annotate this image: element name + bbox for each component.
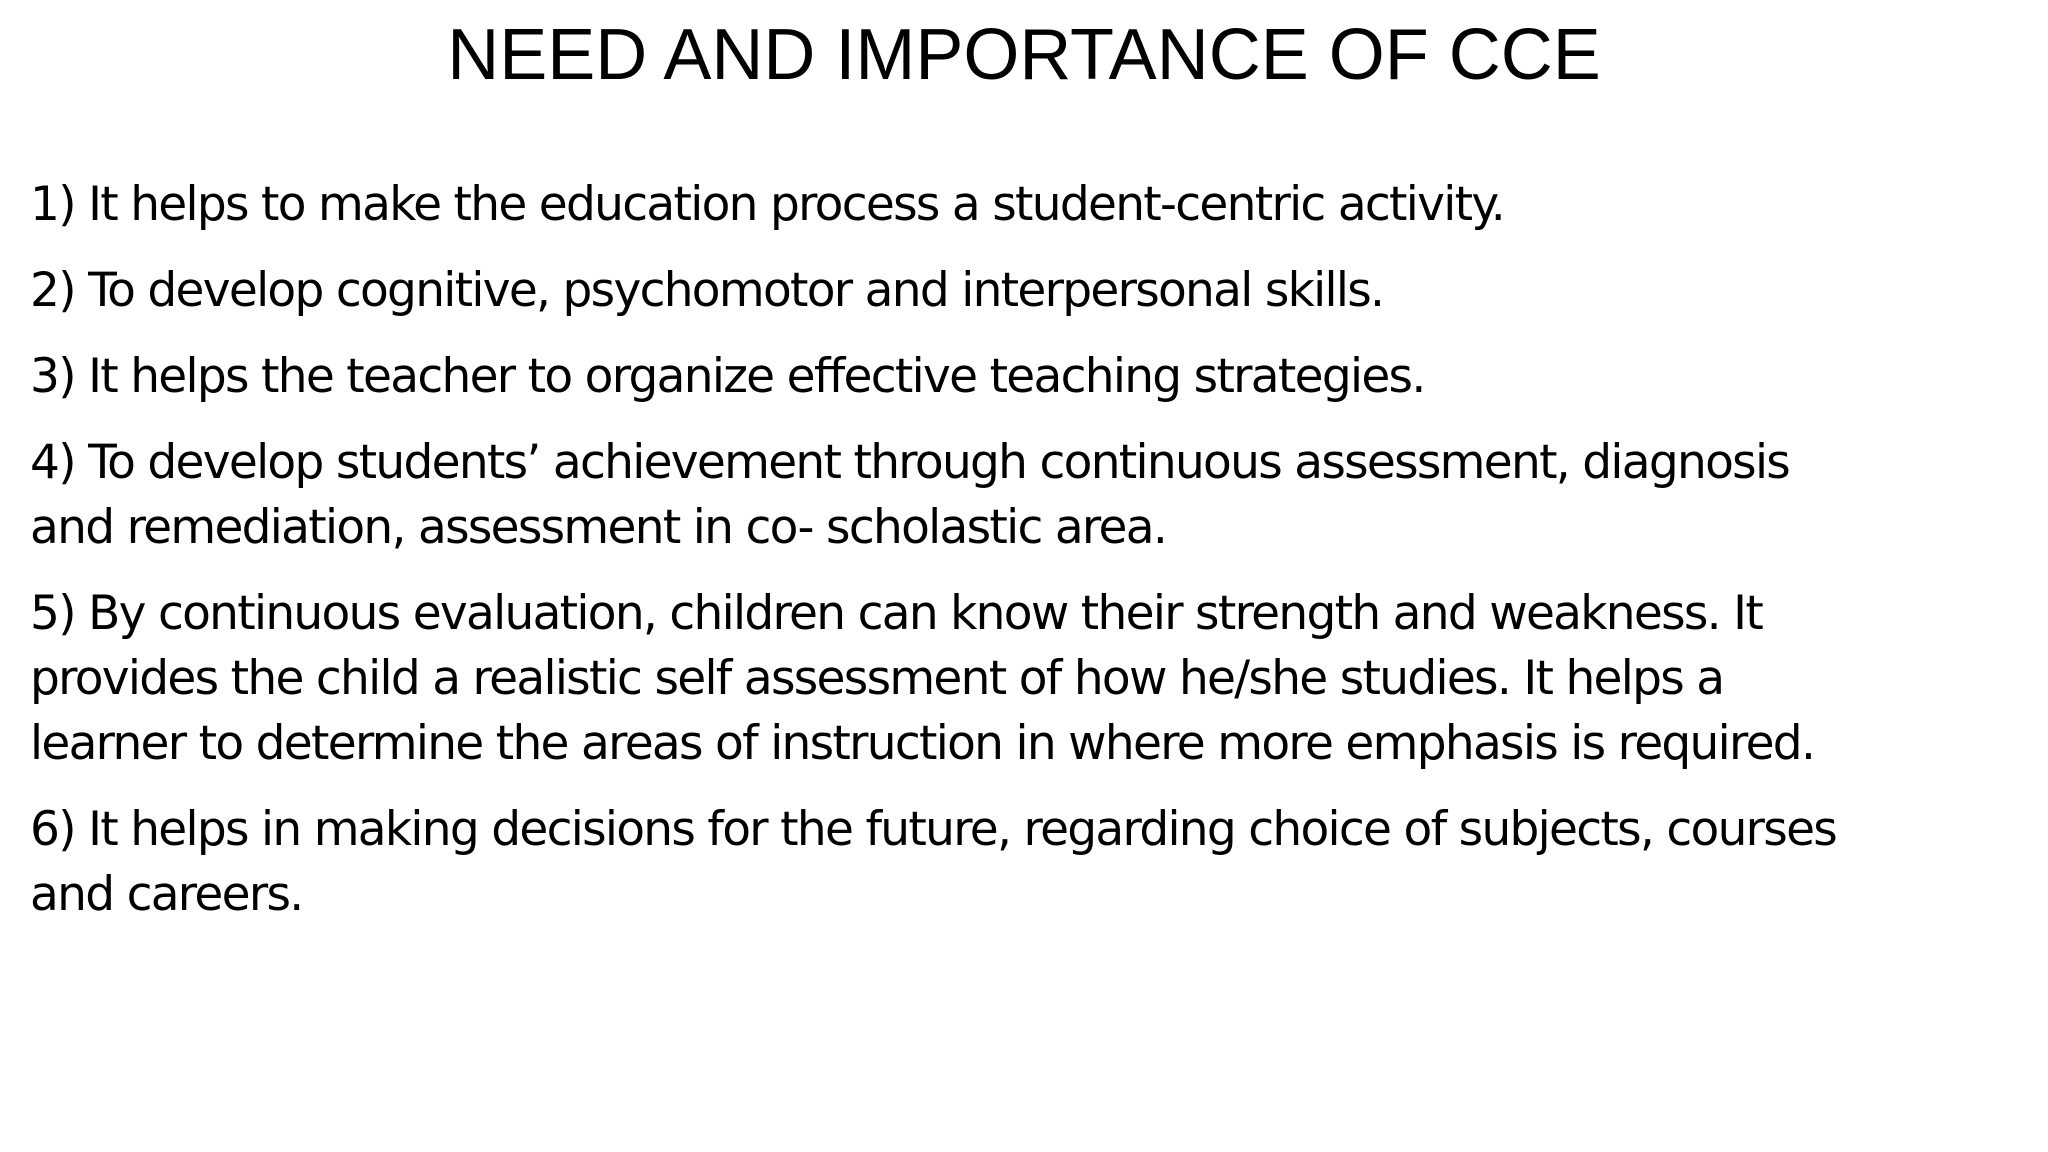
list-item-6: 6) It helps in making decisions for the future, regarding choice of subjects, courses and careers. [30, 802, 1837, 922]
list-item-2: 2) To develop cognitive, psychomotor and interpersonal skills. [30, 263, 1384, 318]
list-item-3: 3) It helps the teacher to organize effective teaching strategies. [30, 349, 1425, 404]
slide-title: NEED AND IMPORTANCE OF CCE [447, 15, 1601, 95]
bullet-list [30, 172, 2030, 948]
list-item-1: 1) It helps to make the education process a student-centric activity. [30, 177, 1504, 232]
list-item-5: 5) By continuous evaluation, children can know their strength and weakness. It provides the child a realistic self assessment of how he/she studies. It helps a learner to determine the areas of instruction in where more emphasis is required. [30, 586, 1815, 771]
list-item-4: 4) To develop students’ achievement through continuous assessment, diagnosis and remediation, assessment in co- scholastic area. [30, 435, 1790, 555]
